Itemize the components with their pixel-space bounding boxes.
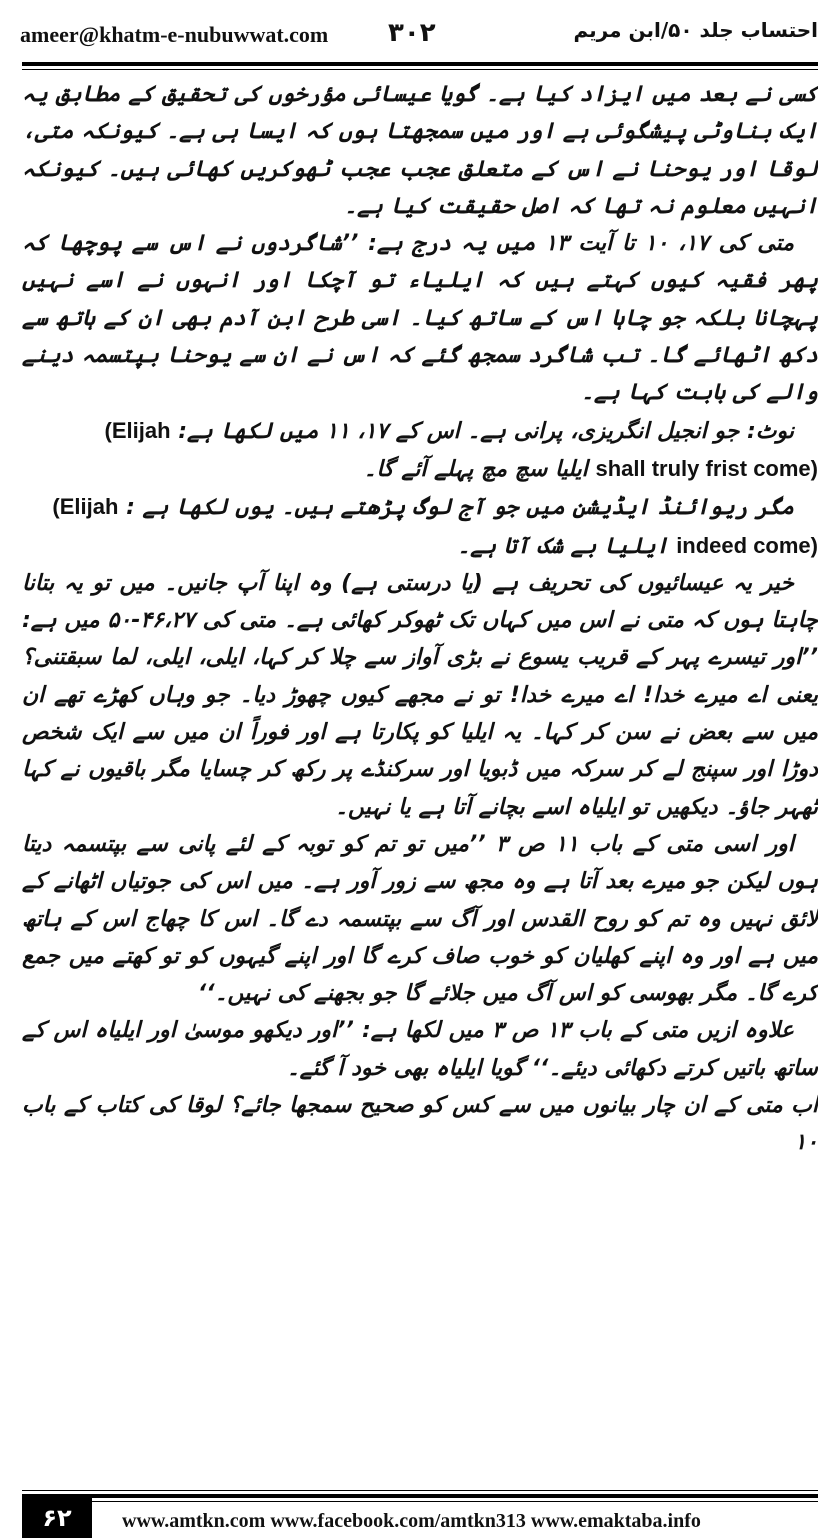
header-rule-thick [22, 62, 818, 66]
footer-page-number: ۶۲ [22, 1498, 92, 1538]
header-page-number: ۳۰۲ [388, 18, 436, 48]
revised-english-1: (Elijah [52, 494, 119, 520]
footer-rule-1 [22, 1490, 818, 1491]
paragraph-8: اب متی کے ان چار بیانوں میں سے کس کو صحیح سمجھا جائے؟ لوقا کی کتاب کے باب ۱۰ [22, 1093, 818, 1156]
paragraph-2: متی کی ۱۷، ۱۰ تا آیت ۱۳ میں یہ درج ہے: ’’شاگردوں نے اس سے پوچھا کہ پھر فقیہ کیوں کہتے ہیں کہ ایلیاء تو آچکا اور انہوں نے اسے نہیں پہچانا بلکہ جو چاہا اس کے ساتھ کیا۔ اسی طرح ابن آدم بھی ان کے ہاتھ سے دکھ اٹھائے گا۔ تب شاگرد سمجھ گئے کہ اس نے ان سے یوحنا بپتسمہ دینے والے کی بابت کہا ہے۔ [22, 231, 818, 406]
note-english-2: shall truly frist come) [595, 455, 818, 481]
note-english-1: (Elijah [104, 417, 171, 443]
footer-urls: www.amtkn.com www.facebook.com/amtkn313 www.emaktaba.info [122, 1510, 701, 1532]
revised-urdu: مگر ریوائنڈ ایڈیشن میں جو آج لوگ پڑھتے ہیں۔ یوں لکھا ہے : [126, 495, 794, 521]
note-urdu-2: ایلیا سچ مچ پہلے آئے گا۔ [363, 456, 588, 482]
paragraph-3 [22, 412, 818, 489]
paragraph-6: اور اسی متی کے باب ۱۱ ص ۳ ’’میں تو تم کو توبہ کے لئے پانی سے بپتسمہ دیتا ہوں لیکن جو میرے بعد آتا ہے وہ مجھ سے زور آور ہے۔ میں اس کی جوتیاں اٹھانے کے لائق نہیں وہ تم کو روح القدس اور آگ سے بپتسمہ دے گا۔ اس کا چھاج اس کے ہاتھ میں ہے اور وہ اپنے کھلیان کو خوب صاف کرے گا اور اپنے گیہوں کو تو کھتے میں جمع کرے گا۔ مگر بھوسی کو اس آگ میں جلائے گا جو بجھنے کی نہیں۔‘‘ [22, 831, 818, 1007]
page-footer [0, 1488, 840, 1540]
note-urdu: نوٹ: جو انجیل انگریزی، پرانی ہے۔ اس کے ۱۷، ۱۱ میں لکھا ہے: [178, 418, 794, 444]
paragraph-1: کسی نے بعد میں ایزاد کیا ہے۔ گویا عیسائی مؤرخوں کی تحقیق کے مطابق یہ ایک بناوٹی پیشگوئی ہے اور میں سمجھتا ہوں کہ ایسا ہی ہے۔ کیونکہ متی، لوقا اور یوحنا نے اس کے متعلق عجب عجب ٹھوکریں کھائی ہیں۔ کیونکہ انہیں معلوم نہ تھا کہ اصل حقیقت کیا ہے۔ [22, 82, 818, 219]
header-rule-thin [22, 69, 818, 70]
header-title: احتساب جلد ۵۰/ابن مریم [573, 18, 818, 42]
revised-english-2: indeed come) [676, 532, 818, 558]
paragraph-7: علاوہ ازیں متی کے باب ۱۳ ص ۳ میں لکھا ہے: ’’اور دیکھو موسیٰ اور ایلیاہ اس کے ساتھ باتیں کرتے دکھائی دیئے۔‘‘ گویا ایلیاہ بھی خود آ گئے۔ [22, 1018, 818, 1081]
revised-urdu-2: ایلیا بے شک آتا ہے۔ [457, 533, 669, 559]
footer-rule-3 [22, 1501, 818, 1502]
paragraph-5: خیر یہ عیسائیوں کی تحریف ہے (یا درستی ہے) وہ اپنا آپ جانیں۔ میں تو یہ بتانا چاہتا ہوں کہ متی نے اس میں کہاں تک ٹھوکر کھائی ہے۔ متی کی ۴۶،۲۷-۵۰ میں ہے: ’’اور تیسرے پہر کے قریب یسوع نے بڑی آواز سے چلا کر کہا، ایلی، ایلی، لما سبقتنی؟ یعنی اے میرے خدا! اے میرے خدا! تو نے مجھے کیوں چھوڑ دیا۔ جو وہاں کھڑے تھے ان میں سے بعض نے سن کر کہا۔ یہ ایلیا کو پکارتا ہے اور فوراً ان میں سے ایک شخص دوڑا اور سپنج لے کر سرکہ میں ڈبویا اور سرکنڈے پر رکھ کر چسایا مگر باقیوں نے کہا ٹھہر جاؤ۔ دیکھیں تو ایلیاہ اسے بچانے آتا ہے یا نہیں۔ [22, 570, 818, 820]
paragraph-4 [22, 488, 818, 565]
body-text [22, 76, 818, 1476]
footer-rule-2 [22, 1494, 818, 1498]
page-header [0, 0, 840, 70]
header-email: ameer@khatm-e-nubuwwat.com [20, 22, 329, 47]
